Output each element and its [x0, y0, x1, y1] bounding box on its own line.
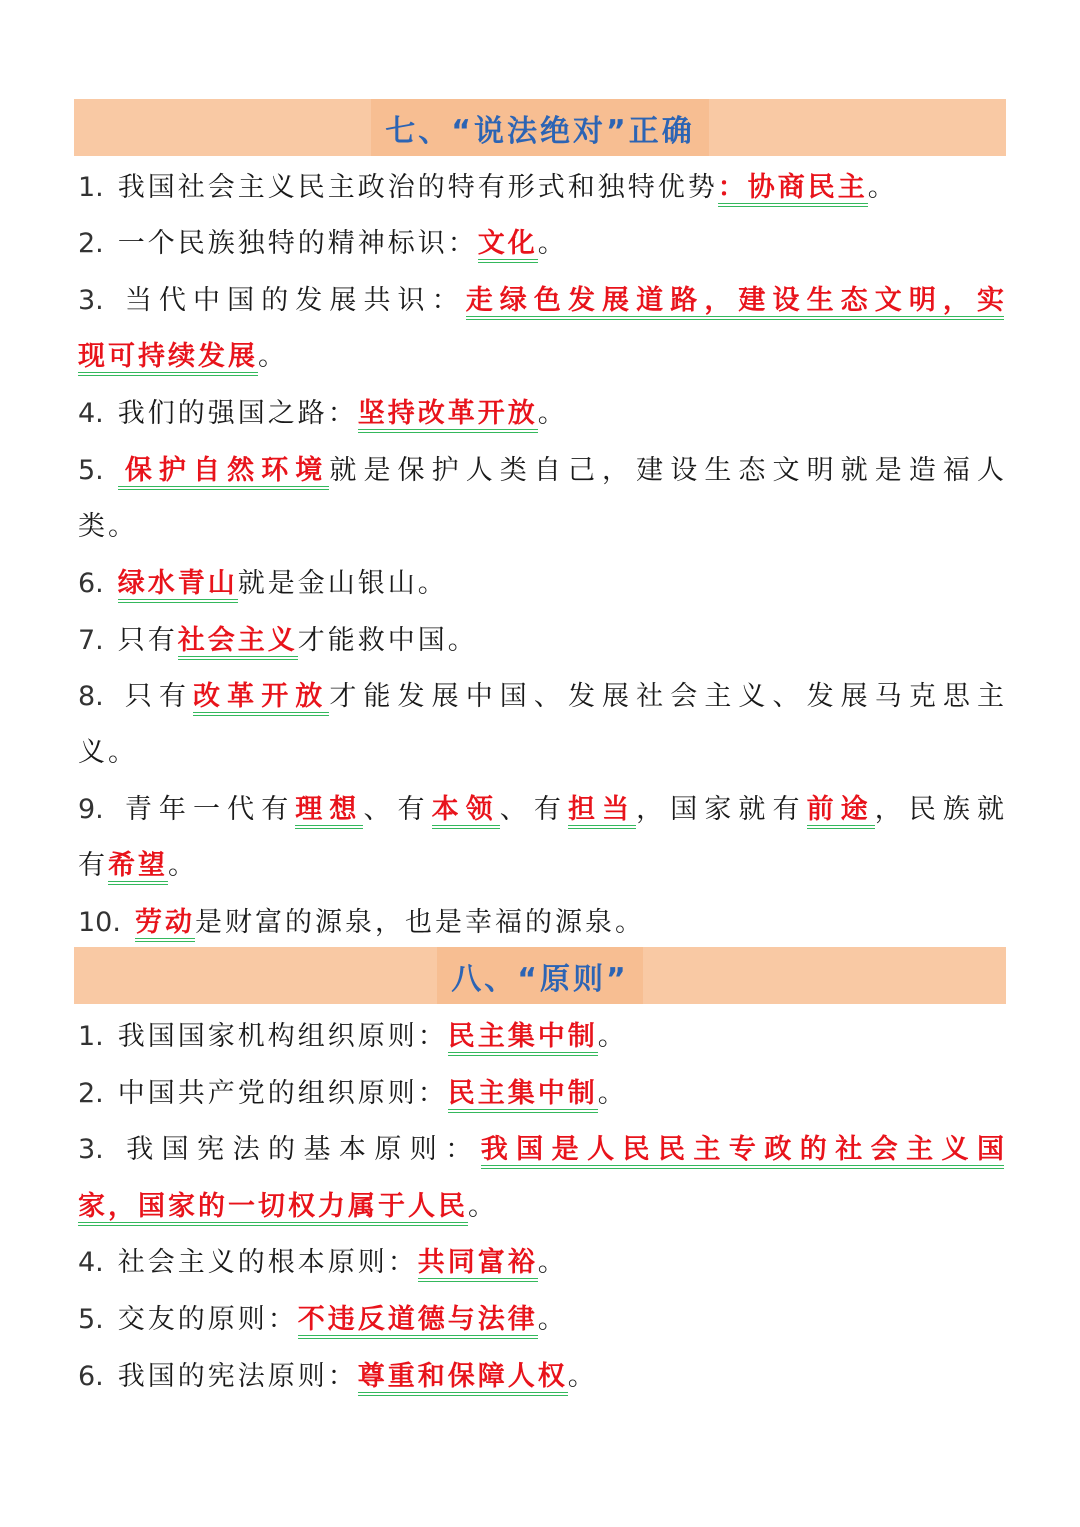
item-text: 。 [537, 1304, 568, 1335]
item-number: 7. [78, 625, 104, 656]
item-text: 类。 [78, 511, 138, 542]
item-text: 我们的强国之路： [117, 398, 358, 429]
text-line [78, 1017, 1004, 1057]
item-number: 5. [78, 455, 104, 486]
keyword-answer: 共同富裕 [418, 1247, 538, 1282]
keyword-answer: 理想 [295, 794, 363, 829]
text-line [78, 224, 1004, 264]
item-text: 、有 [363, 794, 432, 825]
text-line [78, 903, 1004, 943]
keyword-answer: 坚持改革开放 [358, 398, 538, 433]
text-line [78, 1074, 1004, 1114]
keyword-answer: 希望 [108, 850, 168, 885]
item-text: 。 [258, 341, 288, 372]
item-text: 我国的宪法原则： [117, 1361, 358, 1392]
item-number: 1. [78, 172, 104, 203]
text-line [78, 1300, 1004, 1340]
text-line [78, 677, 1004, 717]
keyword-answer: 民主集中制 [448, 1021, 598, 1056]
keyword-answer: 尊重和保障人权 [358, 1361, 568, 1396]
keyword-answer: 家，国家的一切权力属于人民 [78, 1191, 468, 1226]
item-text: 义。 [78, 737, 138, 768]
keyword-answer: 不违反道德与法律 [298, 1304, 538, 1339]
item-number: 9. [78, 794, 104, 825]
item-number: 4. [78, 398, 104, 429]
item-number: 4. [78, 1247, 104, 1278]
item-text: 中国共产党的组织原则： [117, 1078, 448, 1109]
keyword-answer: 绿水青山 [118, 568, 238, 603]
item-text: 、有 [499, 794, 568, 825]
text-line [78, 1357, 1004, 1397]
item-number: 1. [78, 1021, 104, 1052]
text-line [78, 1243, 1004, 1283]
item-text: 。 [537, 398, 568, 429]
item-text: 。 [537, 1247, 568, 1278]
keyword-answer: 担当 [568, 794, 636, 829]
item-text: 有 [78, 850, 108, 881]
item-text: 。 [597, 1021, 628, 1052]
keyword-answer: 走绿色发展道路，建设生态文明，实 [466, 285, 1004, 320]
item-text: 一个民族独特的精神标识： [117, 228, 478, 259]
keyword-answer: 本领 [432, 794, 500, 829]
text-line [78, 1187, 1004, 1227]
section-title-box [437, 947, 642, 1004]
item-text: 当代中国的发展共识： [117, 285, 466, 316]
item-text: 社会主义的根本原则： [117, 1247, 418, 1278]
item-text: 交友的原则： [117, 1304, 298, 1335]
item-text: 。 [468, 1191, 498, 1222]
item-text: ，民族就 [874, 794, 1005, 825]
item-text: 我国社会主义民主政治的特有形式和独特优势 [117, 172, 718, 203]
text-line [78, 733, 1004, 773]
item-text: 是财富的源泉，也是幸福的源泉。 [194, 907, 645, 938]
item-number: 5. [78, 1304, 104, 1335]
item-text: 。 [867, 172, 898, 203]
section-title-box [371, 99, 708, 156]
item-number: 8. [78, 681, 104, 712]
item-number: 6. [78, 1361, 104, 1392]
item-text: 我国国家机构组织原则： [117, 1021, 448, 1052]
item-text: 只有 [117, 625, 178, 656]
keyword-answer: 现可持续发展 [78, 341, 258, 376]
keyword-answer: 民主集中制 [448, 1078, 598, 1113]
item-text: 就是金山银山。 [237, 568, 448, 599]
keyword-answer: 文化 [478, 228, 538, 263]
item-text: 就是保护人类自己，建设生态文明就是造福人 [329, 455, 1005, 486]
text-line [78, 451, 1004, 491]
text-line [78, 846, 1004, 886]
section-title: 八、“原则” [451, 961, 629, 997]
section-header-8 [74, 947, 1006, 1004]
text-line [78, 564, 1004, 604]
text-line [78, 621, 1004, 661]
item-number: 6. [78, 568, 104, 599]
text-line [78, 394, 1004, 434]
item-text: 只有 [117, 681, 194, 712]
keyword-answer: 我国是人民民主专政的社会主义国 [481, 1134, 1004, 1169]
item-text: 才能救中国。 [297, 625, 478, 656]
item-text: ，国家就有 [636, 794, 807, 825]
text-line [78, 507, 1004, 547]
item-number: 2. [78, 228, 104, 259]
keyword-answer: 社会主义 [178, 625, 298, 660]
item-text: 。 [168, 850, 198, 881]
item-text: 。 [537, 228, 568, 259]
keyword-answer: 保护自然环境 [118, 455, 330, 490]
item-number: 3. [78, 285, 104, 316]
item-text: 我国宪法的基本原则： [117, 1134, 481, 1165]
keyword-answer: ：协商民主 [718, 172, 868, 207]
item-text: 才能发展中国、发展社会主义、发展马克思主 [329, 681, 1005, 712]
item-text: 。 [567, 1361, 598, 1392]
item-number: 2. [78, 1078, 104, 1109]
keyword-answer: 改革开放 [193, 681, 329, 716]
keyword-answer: 劳动 [135, 907, 195, 942]
text-line [78, 337, 1004, 377]
item-number: 3. [78, 1134, 104, 1165]
keyword-answer: 前途 [807, 794, 875, 829]
text-line [78, 790, 1004, 830]
section-header-7 [74, 99, 1006, 156]
text-line [78, 281, 1004, 321]
item-text: 青年一代有 [117, 794, 296, 825]
text-line [78, 168, 1004, 208]
section-title: 七、“说法绝对”正确 [385, 113, 695, 149]
text-line [78, 1130, 1004, 1170]
item-text: 。 [597, 1078, 628, 1109]
item-number: 10. [78, 907, 121, 938]
